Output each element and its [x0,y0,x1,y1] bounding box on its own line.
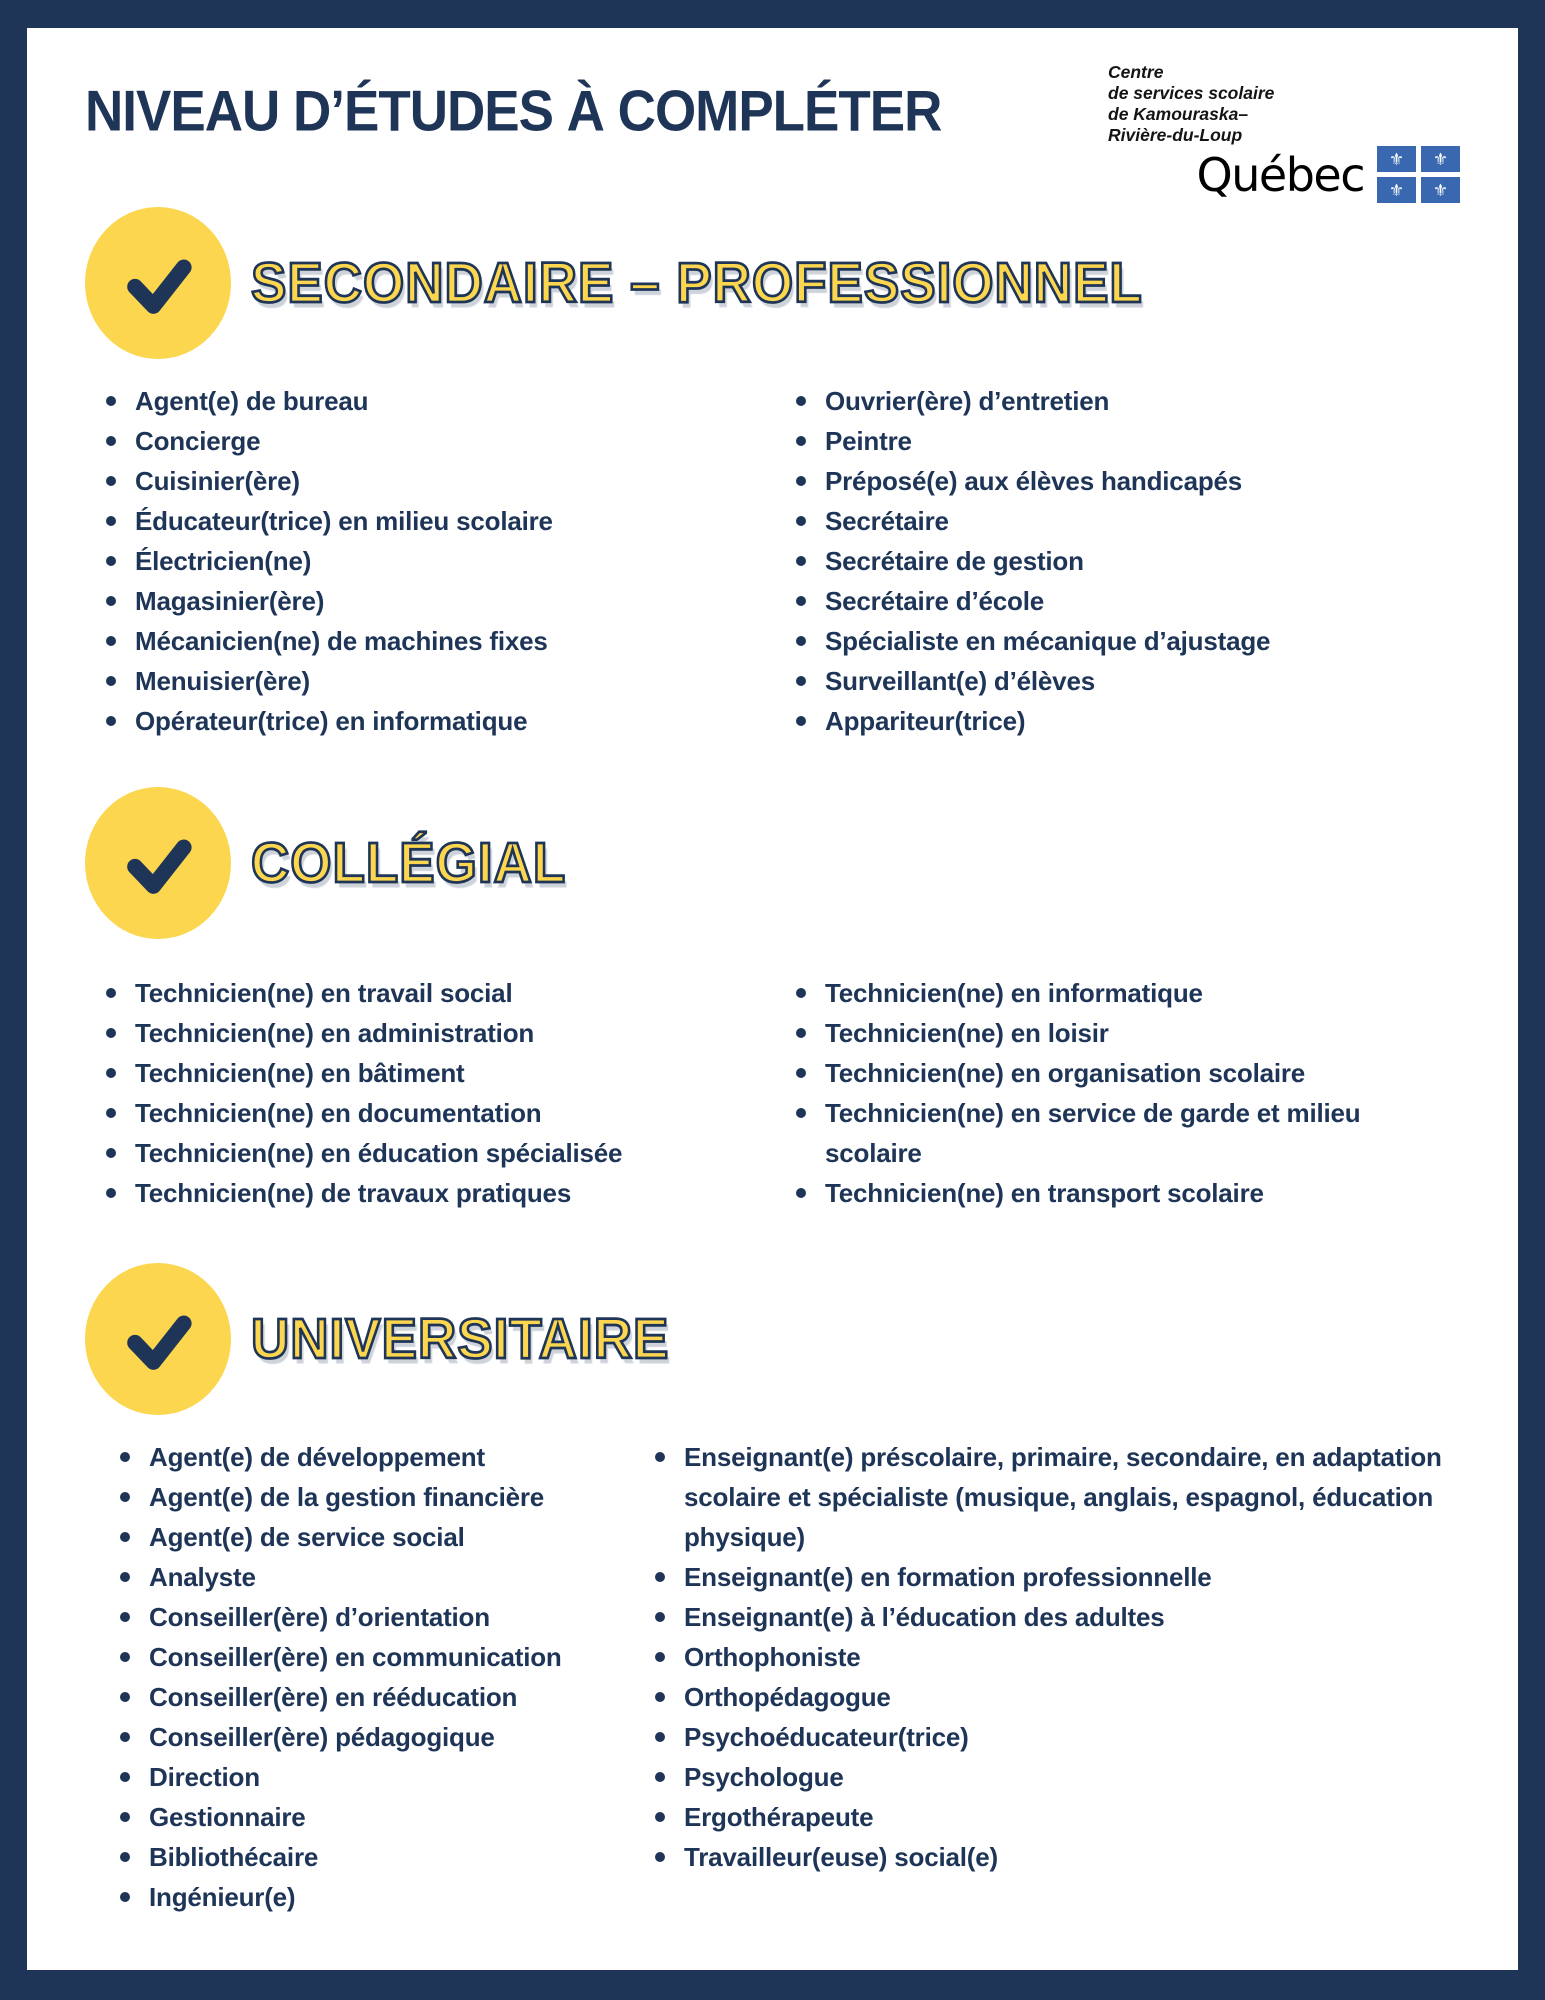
list-item: Enseignant(e) à l’éducation des adultes [648,1597,1460,1637]
list-item: Psychoéducateur(trice) [648,1717,1460,1757]
list-item: Technicien(ne) en travail social [99,973,789,1013]
list-item: Technicien(ne) de travaux pratiques [99,1173,789,1213]
list-item: Conseiller(ère) en communication [113,1637,648,1677]
check-badge [85,1263,231,1415]
list-item: Technicien(ne) en informatique [789,973,1460,1013]
quebec-wordmark: Québec [1196,147,1364,202]
org-name-line: de Kamouraska– [1108,104,1249,124]
list-item: Conseiller(ère) en rééducation [113,1677,648,1717]
checkmark-icon [112,1293,204,1385]
list-item: Technicien(ne) en service de garde et milieu scolaire [789,1093,1460,1173]
list-item: Bibliothécaire [113,1837,648,1877]
list-item: Technicien(ne) en transport scolaire [789,1173,1460,1213]
list-item: Technicien(ne) en bâtiment [99,1053,789,1093]
job-list-left [99,973,789,1213]
fleur-de-lis-icon: ⚜ [1421,146,1460,172]
quebec-signature [1108,146,1460,203]
list-item: Direction [113,1757,648,1797]
job-list-right [789,381,1460,741]
list-item: Orthopédagogue [648,1677,1460,1717]
fleur-de-lis-icon: ⚜ [1421,177,1460,203]
list-item: Menuisier(ère) [99,661,789,701]
list-item: Agent(e) de la gestion financière [113,1477,648,1517]
list-item: Appariteur(trice) [789,701,1460,741]
job-list-left [99,381,789,741]
page-title: NIVEAU D’ÉTUDES À COMPLÉTER [85,79,942,144]
section-header [85,787,1460,939]
list-item: Secrétaire [789,501,1460,541]
list-item: Travailleur(euse) social(e) [648,1837,1460,1877]
list-item: Technicien(ne) en documentation [99,1093,789,1133]
list-item: Magasinier(ère) [99,581,789,621]
list-item: Conseiller(ère) d’orientation [113,1597,648,1637]
list-item: Spécialiste en mécanique d’ajustage [789,621,1460,661]
org-name-line: Rivière-du-Loup [1108,125,1243,145]
section-title: COLLÉGIAL [251,831,567,895]
job-list-right [648,1437,1460,1917]
list-item: Préposé(e) aux élèves handicapés [789,461,1460,501]
list-item: Secrétaire de gestion [789,541,1460,581]
job-list-right [789,973,1460,1213]
quebec-flag-icon [1377,146,1460,203]
list-item: Agent(e) de service social [113,1517,648,1557]
list-item: Ouvrier(ère) d’entretien [789,381,1460,421]
section-lists [85,973,1460,1213]
list-item: Orthophoniste [648,1637,1460,1677]
level-section [85,207,1460,741]
list-item: Enseignant(e) préscolaire, primaire, secondaire, en adaptation scolaire et spécialiste (musique, anglais, espagnol, éducation physique) [648,1437,1460,1557]
section-header [85,1263,1460,1415]
list-item: Agent(e) de développement [113,1437,648,1477]
section-lists [85,381,1460,741]
list-item: Surveillant(e) d’élèves [789,661,1460,701]
level-section [85,787,1460,1213]
list-item: Concierge [99,421,789,461]
section-lists [85,1437,1460,1917]
list-item: Ergothérapeute [648,1797,1460,1837]
list-item: Ingénieur(e) [113,1877,648,1917]
list-item: Psychologue [648,1757,1460,1797]
list-item: Éducateur(trice) en milieu scolaire [99,501,789,541]
org-logo [1108,54,1460,203]
list-item: Cuisinier(ère) [99,461,789,501]
checkmark-icon [112,817,204,909]
sections-container [85,207,1460,1917]
org-name-line: Centre [1108,62,1164,82]
list-item: Secrétaire d’école [789,581,1460,621]
list-item: Technicien(ne) en organisation scolaire [789,1053,1460,1093]
list-item: Conseiller(ère) pédagogique [113,1717,648,1757]
fleur-de-lis-icon: ⚜ [1377,177,1416,203]
list-item: Technicien(ne) en loisir [789,1013,1460,1053]
list-item: Peintre [789,421,1460,461]
section-title: SECONDAIRE – PROFESSIONNEL [251,251,1143,315]
list-item: Technicien(ne) en éducation spécialisée [99,1133,789,1173]
header [85,54,1460,203]
section-title: UNIVERSITAIRE [251,1307,670,1371]
list-item: Enseignant(e) en formation professionnelle [648,1557,1460,1597]
list-item: Analyste [113,1557,648,1597]
checkmark-icon [112,237,204,329]
level-section [85,1263,1460,1917]
list-item: Gestionnaire [113,1797,648,1837]
list-item: Opérateur(trice) en informatique [99,701,789,741]
org-name-line: de services scolaire [1108,83,1275,103]
list-item: Électricien(ne) [99,541,789,581]
list-item: Technicien(ne) en administration [99,1013,789,1053]
poster-canvas [27,28,1518,1970]
job-list-left [113,1437,648,1917]
section-header [85,207,1460,359]
list-item: Agent(e) de bureau [99,381,789,421]
list-item: Mécanicien(ne) de machines fixes [99,621,789,661]
check-badge [85,787,231,939]
check-badge [85,207,231,359]
fleur-de-lis-icon: ⚜ [1377,146,1416,172]
